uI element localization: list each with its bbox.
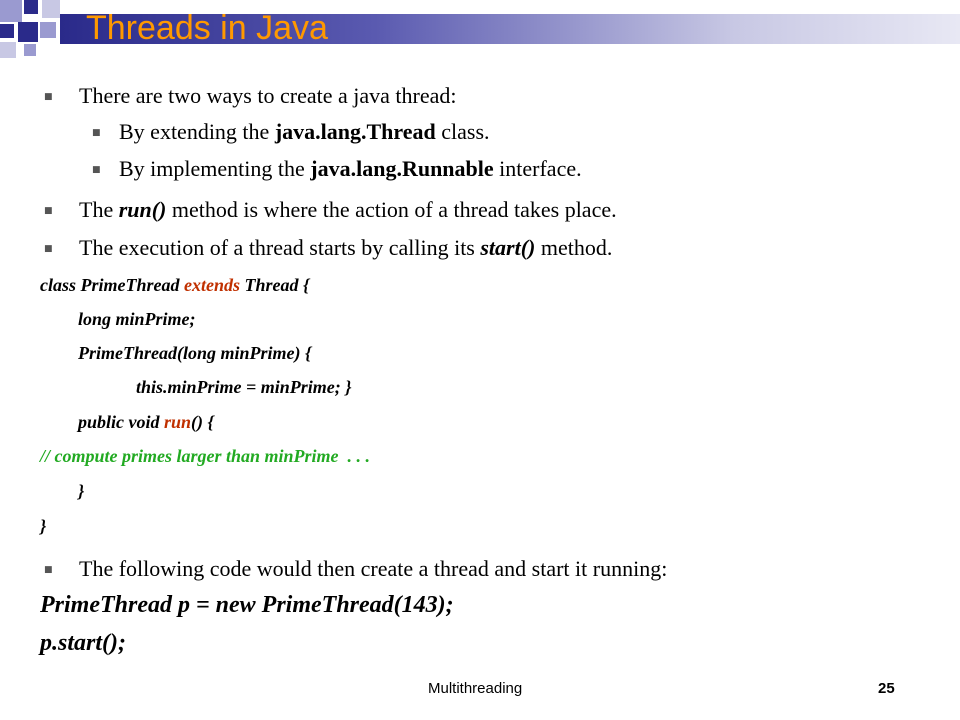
footer-topic: Multithreading [428, 680, 523, 697]
code-line: long minPrime; [78, 309, 196, 329]
code-example: p.start(); [40, 630, 126, 656]
slide-title: Threads in Java [86, 9, 328, 47]
code-line: PrimeThread(long minPrime) { [78, 343, 312, 363]
sub-bullet-text: By extending the java.lang.Thread class. [119, 119, 490, 144]
code-example: PrimeThread p = new PrimeThread(143); [40, 592, 454, 618]
code-line: } [40, 516, 47, 536]
bullet-text: The execution of a thread starts by calling its start() method. [79, 235, 613, 260]
bullet-icon: ■ [44, 244, 53, 254]
bullet-icon: ■ [44, 92, 53, 102]
code-line: public void run() { [78, 412, 214, 432]
bullet-icon: ■ [44, 565, 53, 575]
bullet-icon: ■ [92, 128, 101, 138]
code-line: } [78, 481, 85, 501]
bullet-icon: ■ [92, 165, 101, 175]
code-line: class PrimeThread extends Thread { [40, 275, 310, 295]
bullet-icon: ■ [44, 206, 53, 216]
code-comment: // compute primes larger than minPrime . . . [40, 446, 371, 466]
bullet-text: The following code would then create a thread and start it running: [79, 556, 668, 581]
bullet-text: The run() method is where the action of a thread takes place. [79, 197, 617, 222]
bullet-text: There are two ways to create a java thread: [79, 83, 457, 108]
code-line: this.minPrime = minPrime; } [136, 377, 352, 397]
page-number: 25 [878, 680, 895, 697]
sub-bullet-text: By implementing the java.lang.Runnable interface. [119, 156, 582, 181]
